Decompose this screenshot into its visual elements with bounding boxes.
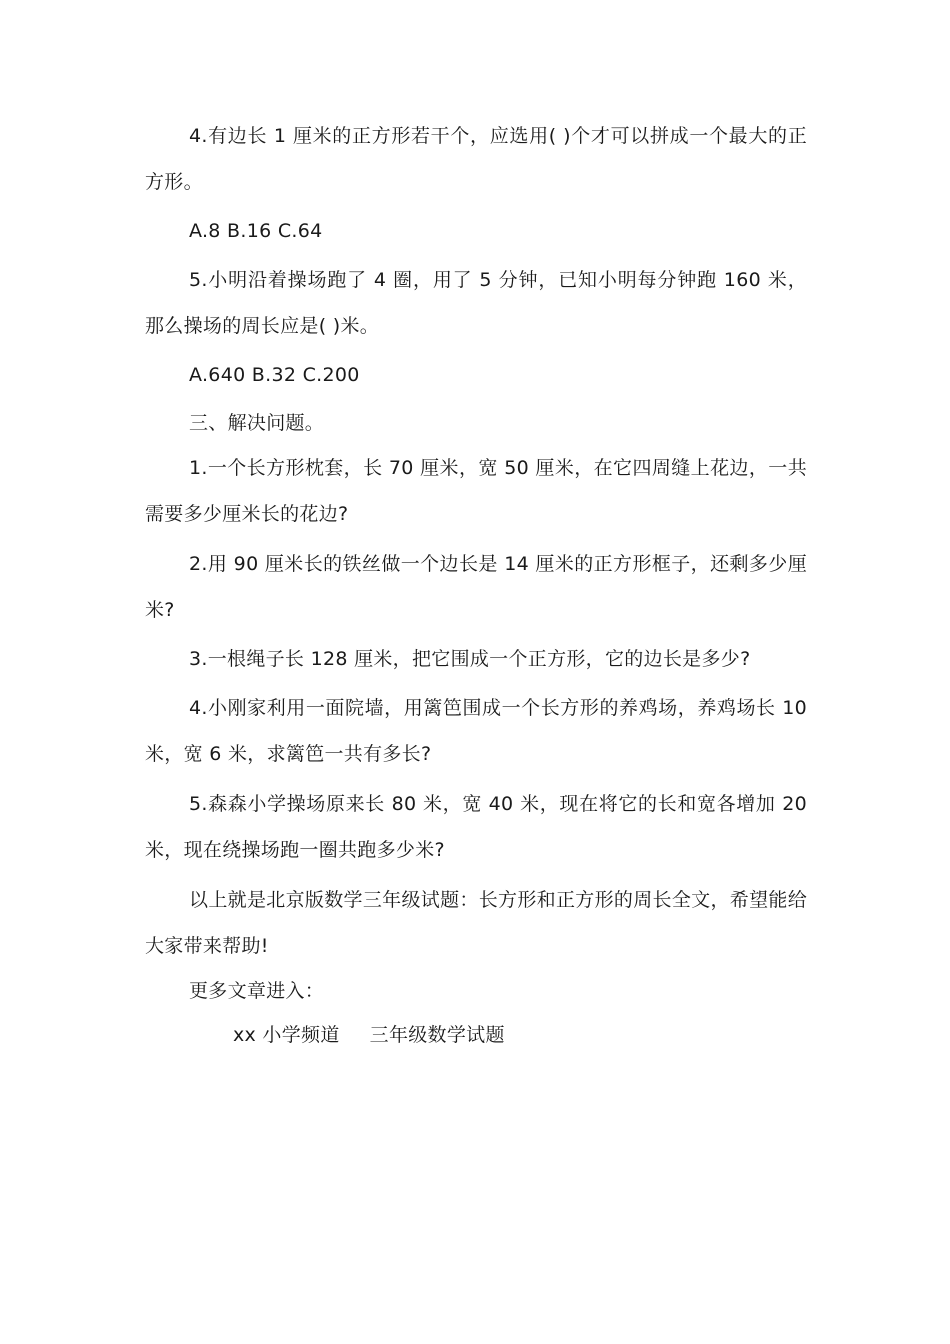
question-4-options: A.8 B.16 C.64: [189, 220, 323, 242]
section-3-title: 三、解决问题。: [189, 412, 325, 434]
solve-problem-1: 1.一个长方形枕套，长 70 厘米，宽 50 厘米，在它四周缝上花边，一共需要多少厘米长的花边?: [145, 457, 807, 525]
closing-paragraph: 以上就是北京版数学三年级试题：长方形和正方形的周长全文，希望能给大家带来帮助!: [145, 889, 807, 957]
document-page: [145, 113, 807, 1057]
solve-problem-4: 4.小刚家利用一面院墙，用篱笆围成一个长方形的养鸡场，养鸡场长 10 米，宽 6 米，求篱笆一共有多长?: [145, 697, 807, 765]
solve-problem-5: 5.森森小学操场原来长 80 米，宽 40 米，现在将它的长和宽各增加 20 米，现在绕操场跑一圈共跑多少米?: [145, 793, 807, 861]
question-5: 5.小明沿着操场跑了 4 圈，用了 5 分钟，已知小明每分钟跑 160 米，那么操场的周长应是( )米。: [145, 269, 807, 337]
more-articles-links: [145, 1013, 807, 1057]
solve-problem-2: 2.用 90 厘米长的铁丝做一个边长是 14 厘米的正方形框子，还剩多少厘米?: [145, 553, 807, 621]
more-articles-label: 更多文章进入：: [189, 980, 325, 1002]
question-5-options: A.640 B.32 C.200: [189, 364, 360, 386]
question-4: 4.有边长 1 厘米的正方形若干个，应选用( )个才可以拼成一个最大的正方形。: [145, 125, 807, 193]
link-primary-school-channel[interactable]: xx 小学频道: [233, 1024, 340, 1046]
solve-problem-3: 3.一根绳子长 128 厘米，把它围成一个正方形，它的边长是多少?: [189, 648, 751, 670]
link-grade3-math-tests[interactable]: 三年级数学试题: [369, 1024, 505, 1046]
